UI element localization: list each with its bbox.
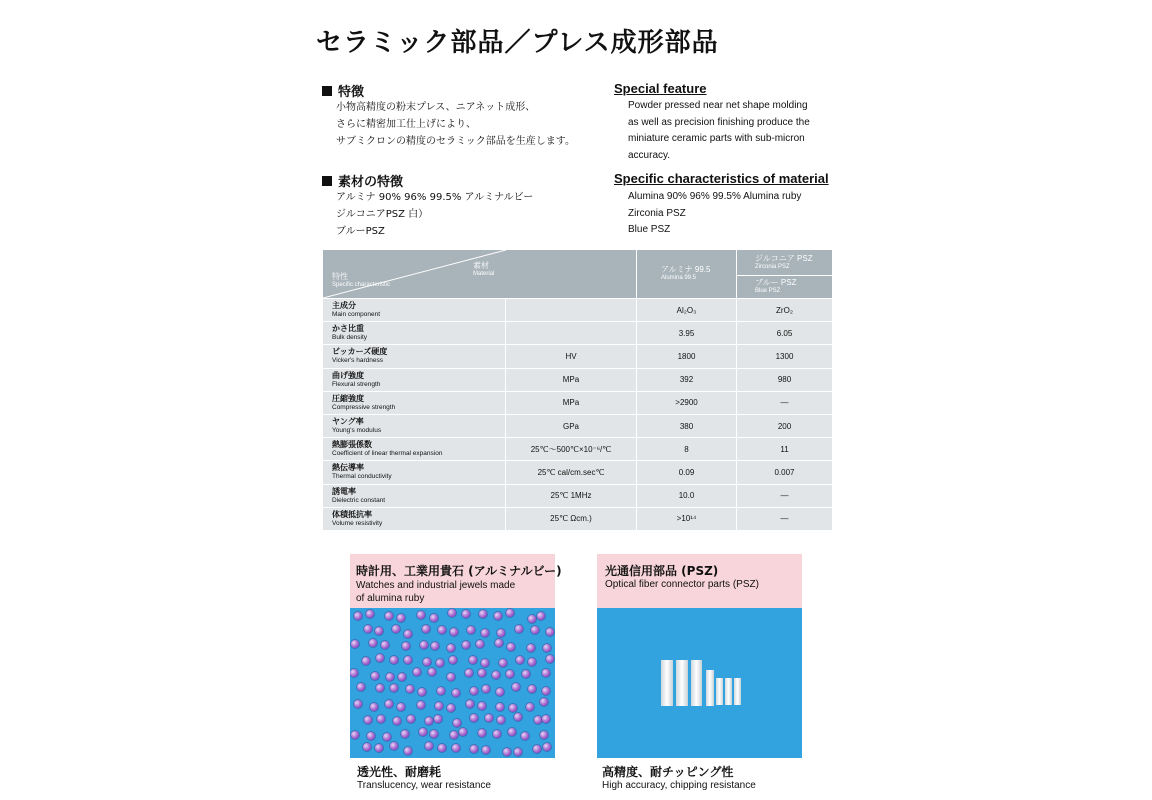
alumina-value-cell: Al₂O₃ bbox=[637, 299, 737, 322]
ruby-jewel bbox=[506, 670, 514, 678]
ruby-jewel bbox=[450, 731, 458, 739]
ruby-jewel bbox=[507, 643, 515, 651]
ruby-jewel bbox=[506, 609, 514, 617]
ruby-jewel bbox=[514, 713, 522, 721]
alumina-value-cell: 0.09 bbox=[637, 461, 737, 484]
ruby-jewel bbox=[478, 702, 486, 710]
zirconia-value-cell: 0.007 bbox=[737, 461, 833, 484]
alumina-value-cell: 1800 bbox=[637, 345, 737, 368]
ruby-jewel bbox=[430, 730, 438, 738]
square-bullet-icon bbox=[322, 86, 332, 96]
features-en-heading: Special feature bbox=[614, 81, 707, 96]
ruby-jewel bbox=[376, 684, 384, 692]
property-cell: 圧縮強度 Compressive strength bbox=[323, 391, 506, 414]
features-jp-heading: 特徴 bbox=[322, 81, 364, 100]
ruby-jewel bbox=[499, 659, 507, 667]
ruby-jewel bbox=[371, 672, 379, 680]
ruby-jewel bbox=[402, 642, 410, 650]
card-psz-caption-jp: 高精度、耐チッピング性 bbox=[602, 765, 734, 779]
ruby-jewel bbox=[528, 615, 536, 623]
ruby-jewel bbox=[459, 728, 467, 736]
ruby-jewel bbox=[492, 671, 500, 679]
ruby-jewel bbox=[462, 610, 470, 618]
table-row bbox=[323, 368, 833, 391]
ruby-jewel bbox=[526, 703, 534, 711]
features-jp-body: 小物高精度の粉末プレス、ニアネット成形、 さらに精密加工仕上げにより、 サブミクロンの精度のセラミック部品を生産します。 bbox=[336, 102, 575, 147]
ruby-jewel bbox=[503, 748, 511, 756]
ruby-jewel bbox=[452, 744, 460, 752]
alumina-value-cell: 380 bbox=[637, 414, 737, 437]
ruby-jewel bbox=[354, 612, 362, 620]
unit-cell bbox=[506, 299, 637, 322]
ruby-jewel bbox=[546, 628, 554, 636]
ruby-jewel bbox=[436, 659, 444, 667]
ruby-jewel bbox=[514, 748, 522, 756]
ruby-jewel bbox=[422, 625, 430, 633]
unit-cell: 25℃ cal/cm.sec℃ bbox=[506, 461, 637, 484]
property-cell: ビッカーズ硬度 Vicker's hardness bbox=[323, 345, 506, 368]
ruby-jewel bbox=[434, 715, 442, 723]
property-cell: ヤング率 Young's modulus bbox=[323, 414, 506, 437]
ruby-jewel bbox=[546, 655, 554, 663]
ruby-jewel bbox=[428, 668, 436, 676]
ruby-jewel bbox=[438, 744, 446, 752]
ruby-jewel bbox=[404, 747, 412, 755]
unit-cell: MPa bbox=[506, 391, 637, 414]
table-row bbox=[323, 507, 833, 530]
ruby-jewel bbox=[497, 716, 505, 724]
ruby-jewel bbox=[431, 642, 439, 650]
ruby-jewel bbox=[364, 716, 372, 724]
alumina-value-cell: >10¹⁴ bbox=[637, 507, 737, 530]
ruby-jewel bbox=[495, 639, 503, 647]
ruby-jewel bbox=[369, 639, 377, 647]
features-en-body: Powder pressed near net shape molding as well as precision finishing produce the miniature ceramic parts with sub-micron accuracy. bbox=[628, 100, 810, 161]
ruby-jewel bbox=[493, 730, 501, 738]
ruby-jewel bbox=[478, 729, 486, 737]
alumina-value-cell: 10.0 bbox=[637, 484, 737, 507]
square-bullet-icon bbox=[322, 176, 332, 186]
ruby-jewel bbox=[448, 609, 456, 617]
connector-parts-photo bbox=[597, 608, 802, 758]
ruby-jewel bbox=[534, 716, 542, 724]
ruby-jewel bbox=[438, 626, 446, 634]
unit-cell bbox=[506, 322, 637, 345]
ruby-jewel bbox=[381, 641, 389, 649]
ruby-jewel bbox=[542, 669, 550, 677]
ruby-jewel bbox=[363, 743, 371, 751]
table-row bbox=[323, 391, 833, 414]
ruby-jewel bbox=[531, 626, 539, 634]
ruby-jewel bbox=[404, 656, 412, 664]
ruby-jewel bbox=[364, 625, 372, 633]
ruby-jewel bbox=[447, 644, 455, 652]
ruby-jewel bbox=[390, 684, 398, 692]
zirconia-value-cell: — bbox=[737, 484, 833, 507]
ruby-jewel bbox=[390, 656, 398, 664]
unit-cell: 25℃ 1MHz bbox=[506, 484, 637, 507]
ruby-jewel bbox=[496, 688, 504, 696]
card-ruby-title: 時計用、工業用貴石 (アルミナルビー) Watches and industrial jewels made of alumina ruby bbox=[350, 554, 555, 608]
property-cell: 曲げ強度 Flexural strength bbox=[323, 368, 506, 391]
material-jp-heading: 素材の特徴 bbox=[322, 171, 403, 190]
card-psz-title: 光通信用部品 (PSZ) Optical fiber connector parts (PSZ) bbox=[597, 554, 802, 608]
ruby-jewel bbox=[494, 612, 502, 620]
ruby-jewel bbox=[354, 700, 362, 708]
ruby-jewel bbox=[543, 743, 551, 751]
property-cell: 熱伝導率 Thermal conductivity bbox=[323, 461, 506, 484]
ruby-jewel bbox=[377, 715, 385, 723]
ruby-jewel bbox=[470, 714, 478, 722]
zirconia-value-cell: 1300 bbox=[737, 345, 833, 368]
ruby-jewel bbox=[516, 656, 524, 664]
zirconia-value-cell: 200 bbox=[737, 414, 833, 437]
table-row bbox=[323, 461, 833, 484]
alumina-value-cell: >2900 bbox=[637, 391, 737, 414]
ruby-jewel bbox=[425, 717, 433, 725]
ruby-jewel bbox=[425, 742, 433, 750]
material-jp-body: アルミナ 90% 96% 99.5% アルミナルビー ジルコニアPSZ 白） ブルーPSZ bbox=[336, 192, 534, 237]
ruby-jewel bbox=[401, 730, 409, 738]
ruby-jewel bbox=[390, 742, 398, 750]
property-cell: 体積抵抗率 Volume resistivity bbox=[323, 507, 506, 530]
ruby-jewel bbox=[543, 644, 551, 652]
ruby-jewel bbox=[465, 669, 473, 677]
page-title: セラミック部品／プレス成形部品 bbox=[316, 28, 719, 58]
ruby-jewel bbox=[398, 673, 406, 681]
spec-table bbox=[322, 249, 833, 531]
unit-cell: GPa bbox=[506, 414, 637, 437]
ruby-jewel bbox=[533, 745, 541, 753]
ruby-jewel bbox=[466, 700, 474, 708]
ruby-jewel bbox=[420, 641, 428, 649]
unit-cell: 25℃～500℃×10⁻⁶/℃ bbox=[506, 438, 637, 461]
ruby-jewel bbox=[542, 715, 550, 723]
ruby-jewel bbox=[419, 728, 427, 736]
ruby-jewel bbox=[469, 656, 477, 664]
ruby-jewel bbox=[413, 668, 421, 676]
ruby-jewel bbox=[450, 628, 458, 636]
ruby-jewel bbox=[496, 703, 504, 711]
ruby-jewel bbox=[447, 704, 455, 712]
ruby-jewel bbox=[542, 687, 550, 695]
ruby-jewel bbox=[528, 658, 536, 666]
card-ruby-caption-jp: 透光性、耐磨耗 bbox=[357, 765, 442, 779]
table-corner-header bbox=[323, 250, 637, 299]
ruby-jewel bbox=[392, 625, 400, 633]
ruby-jewel bbox=[537, 612, 545, 620]
ruby-jewel bbox=[357, 683, 365, 691]
material-en-body: Alumina 90% 96% 99.5% Alumina ruby Zirconia PSZ Blue PSZ bbox=[628, 191, 802, 235]
ruby-jewel bbox=[528, 685, 536, 693]
ruby-jewels-photo bbox=[350, 608, 555, 758]
ruby-jewel bbox=[404, 630, 412, 638]
ruby-jewel bbox=[376, 654, 384, 662]
ruby-jewel bbox=[509, 704, 517, 712]
ruby-jewel bbox=[417, 611, 425, 619]
ruby-jewel bbox=[476, 640, 484, 648]
ruby-jewel bbox=[485, 714, 493, 722]
ruby-jewel bbox=[366, 610, 374, 618]
ruby-jewel bbox=[417, 701, 425, 709]
ruby-jewel bbox=[351, 731, 359, 739]
ruby-jewel bbox=[385, 700, 393, 708]
header-blue: ブルー PSZ Blue PSZ bbox=[737, 276, 833, 299]
ruby-jewel bbox=[437, 687, 445, 695]
ruby-jewel bbox=[397, 703, 405, 711]
header-alumina: アルミナ 99.5 Alumina 99.5 bbox=[637, 250, 737, 299]
ruby-jewel bbox=[423, 658, 431, 666]
ruby-jewel bbox=[375, 744, 383, 752]
ruby-jewel bbox=[406, 685, 414, 693]
alumina-value-cell: 392 bbox=[637, 368, 737, 391]
ruby-jewel bbox=[386, 673, 394, 681]
table-row bbox=[323, 299, 833, 322]
ruby-jewel bbox=[540, 698, 548, 706]
zirconia-value-cell: 980 bbox=[737, 368, 833, 391]
zirconia-value-cell: 11 bbox=[737, 438, 833, 461]
table-row bbox=[323, 414, 833, 437]
ruby-jewel bbox=[418, 688, 426, 696]
ruby-jewel bbox=[512, 683, 520, 691]
ruby-jewel bbox=[447, 673, 455, 681]
card-ruby-caption-en: Translucency, wear resistance bbox=[357, 780, 491, 791]
ruby-jewel bbox=[452, 689, 460, 697]
header-zirconia: ジルコニア PSZ Zirconia PSZ bbox=[737, 250, 833, 276]
ruby-jewel bbox=[527, 644, 535, 652]
ruby-jewel bbox=[393, 717, 401, 725]
ruby-jewel bbox=[482, 746, 490, 754]
card-psz-caption-en: High accuracy, chipping resistance bbox=[602, 780, 756, 791]
ruby-jewel bbox=[435, 702, 443, 710]
property-cell: 誘電率 Dielectric constant bbox=[323, 484, 506, 507]
ruby-jewel bbox=[351, 640, 359, 648]
material-en-heading: Specific characteristics of material bbox=[614, 171, 829, 186]
property-cell: 熱膨張係数 Coefficient of linear thermal expansion bbox=[323, 438, 506, 461]
property-cell: 主成分 Main component bbox=[323, 299, 506, 322]
ruby-jewel bbox=[383, 733, 391, 741]
ruby-jewel bbox=[375, 627, 383, 635]
ruby-jewel bbox=[430, 614, 438, 622]
ruby-jewel bbox=[385, 612, 393, 620]
unit-cell: 25℃ Ωcm.) bbox=[506, 507, 637, 530]
ruby-jewel bbox=[508, 728, 516, 736]
ruby-jewel bbox=[478, 669, 486, 677]
zirconia-value-cell: 6.05 bbox=[737, 322, 833, 345]
unit-cell: MPa bbox=[506, 368, 637, 391]
ruby-jewel bbox=[367, 732, 375, 740]
ruby-jewel bbox=[515, 625, 523, 633]
zirconia-value-cell: ZrO₂ bbox=[737, 299, 833, 322]
header-material-jp: 素材 bbox=[473, 261, 489, 270]
ruby-jewel bbox=[540, 731, 548, 739]
zirconia-value-cell: — bbox=[737, 391, 833, 414]
ruby-jewel bbox=[482, 685, 490, 693]
ruby-jewel bbox=[479, 610, 487, 618]
unit-cell: HV bbox=[506, 345, 637, 368]
header-material-en: Material bbox=[473, 271, 495, 277]
ruby-jewel bbox=[453, 719, 461, 727]
ruby-jewel bbox=[449, 656, 457, 664]
ruby-jewel bbox=[521, 732, 529, 740]
header-property-jp: 特性 bbox=[332, 272, 348, 281]
property-cell: かさ比重 Bulk density bbox=[323, 322, 506, 345]
ruby-jewel bbox=[522, 670, 530, 678]
ruby-jewel bbox=[470, 745, 478, 753]
table-row bbox=[323, 484, 833, 507]
alumina-value-cell: 3.95 bbox=[637, 322, 737, 345]
zirconia-value-cell: — bbox=[737, 507, 833, 530]
header-property-en: Specific characteristic bbox=[332, 282, 391, 288]
ruby-jewel bbox=[481, 629, 489, 637]
table-row bbox=[323, 322, 833, 345]
ruby-jewel bbox=[481, 659, 489, 667]
ruby-jewel bbox=[497, 629, 505, 637]
ferrule-parts-graphic bbox=[597, 608, 802, 758]
ruby-jewel bbox=[370, 703, 378, 711]
ruby-jewel bbox=[350, 669, 358, 677]
ruby-jewel bbox=[462, 641, 470, 649]
ruby-jewel bbox=[362, 657, 370, 665]
ruby-jewel bbox=[470, 687, 478, 695]
alumina-value-cell: 8 bbox=[637, 438, 737, 461]
ruby-jewel bbox=[407, 715, 415, 723]
ruby-jewel bbox=[397, 614, 405, 622]
ruby-jewel bbox=[467, 626, 475, 634]
table-row bbox=[323, 438, 833, 461]
table-row bbox=[323, 345, 833, 368]
